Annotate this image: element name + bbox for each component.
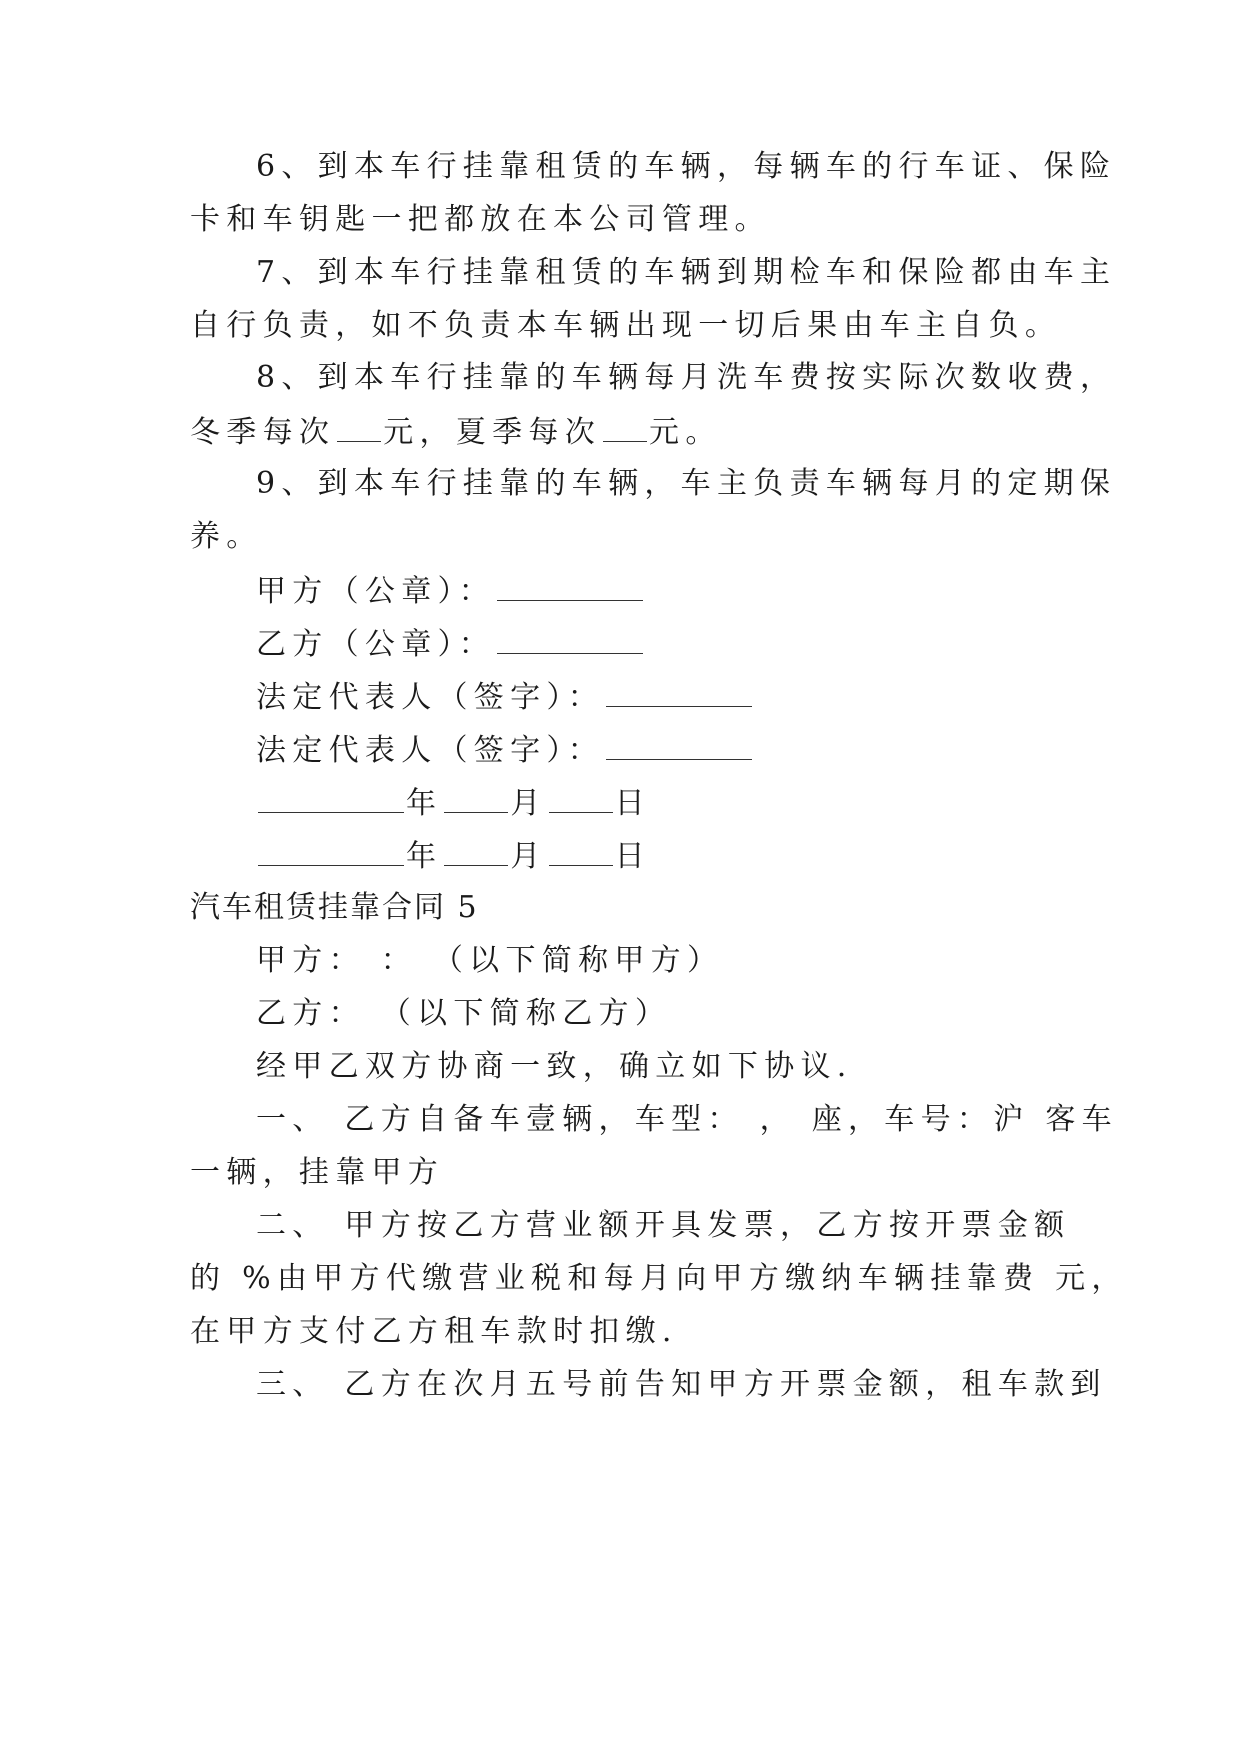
date-line-2 (256, 835, 651, 877)
winter-fee-label: 冬季每次 (190, 415, 336, 450)
clause-7-line-1: 7、到本车行挂靠租赁的车辆到期检车和保险都由车主 (256, 255, 1117, 290)
year-label: 年 (406, 786, 443, 821)
fee-unit: 元。 (649, 415, 722, 450)
clause-8-line-1: 8、到本车行挂靠的车辆每月洗车费按实际次数收费， (256, 360, 1117, 395)
legal-rep-2-blank (606, 729, 752, 760)
day-label: 日 (614, 786, 651, 821)
contract-5-agreement: 经甲乙双方协商一致，确立如下协议. (256, 1049, 853, 1084)
contract-5-party-b: 乙方： （以下简称乙方） (256, 996, 672, 1031)
item-3-line-1: 三、 乙方在次月五号前告知甲方开票金额，租车款到 (256, 1367, 1107, 1402)
legal-rep-1-line (256, 676, 754, 718)
contract-5-party-a: 甲方： ： （以下简称甲方） (256, 943, 724, 978)
contract-5-title: 汽车租赁挂靠合同 5 (190, 890, 479, 925)
item-2-line-1: 二、 甲方按乙方营业额开具发票，乙方按开票金额 (256, 1208, 1071, 1243)
clause-9-line-2: 养。 (190, 519, 263, 554)
month-label: 月 (510, 786, 547, 821)
day-blank (549, 835, 613, 866)
month-blank (444, 782, 508, 813)
year-blank (258, 835, 404, 866)
legal-rep-2-line (256, 729, 754, 771)
legal-rep-1-label: 法定代表人（签字）： (256, 680, 604, 715)
day-blank (549, 782, 613, 813)
winter-fee-blank (337, 411, 381, 442)
clause-6-line-1: 6、到本车行挂靠租赁的车辆，每辆车的行车证、保险 (256, 149, 1117, 184)
summer-fee-label: 元，夏季每次 (383, 415, 602, 450)
legal-rep-2-label: 法定代表人（签字）： (256, 733, 604, 768)
item-2-line-3: 在甲方支付乙方租车款时扣缴. (190, 1314, 678, 1349)
item-2-line-2: 的 %由甲方代缴营业税和每月向甲方缴纳车辆挂靠费 元， (190, 1261, 1128, 1296)
month-blank (444, 835, 508, 866)
clause-9-line-1: 9、到本车行挂靠的车辆，车主负责车辆每月的定期保 (256, 466, 1117, 501)
party-b-seal-blank (497, 623, 643, 654)
party-a-seal-line (256, 570, 645, 612)
clause-7-line-2: 自行负责，如不负责本车辆出现一切后果由车主自负。 (190, 308, 1062, 343)
date-line-1 (256, 782, 651, 824)
day-label: 日 (614, 839, 651, 874)
item-1-line-1: 一、 乙方自备车壹辆，车型： ， 座，车号：沪 客车 (256, 1102, 1118, 1137)
clause-6-line-2: 卡和车钥匙一把都放在本公司管理。 (190, 202, 771, 237)
party-b-seal-line (256, 623, 645, 665)
item-1-line-2: 一辆，挂靠甲方 (190, 1155, 445, 1190)
legal-rep-1-blank (606, 676, 752, 707)
clause-8-line-2 (190, 411, 722, 453)
year-label: 年 (406, 839, 443, 874)
year-blank (258, 782, 404, 813)
month-label: 月 (510, 839, 547, 874)
summer-fee-blank (603, 411, 647, 442)
party-a-seal-blank (497, 570, 643, 601)
party-b-seal-label: 乙方（公章）： (256, 627, 496, 662)
party-a-seal-label: 甲方（公章）： (256, 574, 496, 609)
